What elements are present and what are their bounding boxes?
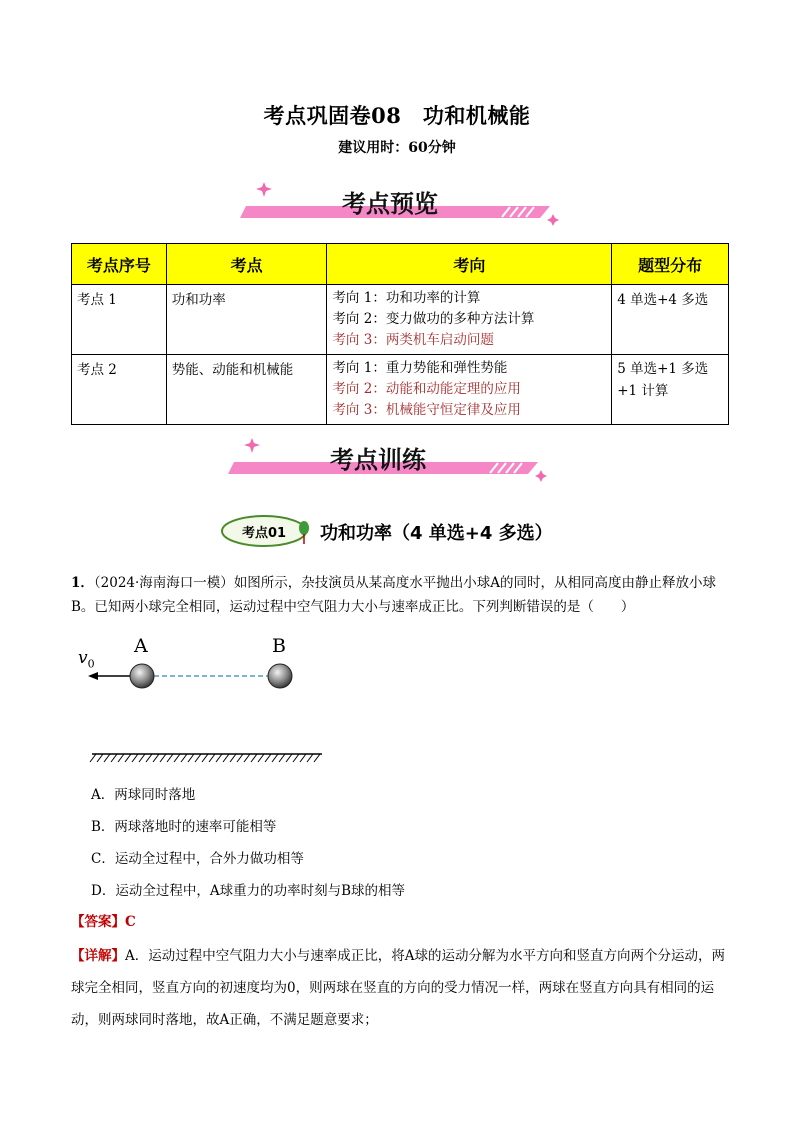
section-banner-preview — [240, 176, 560, 232]
answer-value: C — [125, 914, 136, 930]
ball-b-label: B — [272, 635, 286, 657]
header-cell: 考向 — [327, 244, 612, 285]
option-a: A．两球同时落地 — [91, 787, 196, 803]
question-stem — [71, 571, 731, 619]
answer — [71, 910, 136, 930]
row-point-cell: 功和功率 — [166, 285, 327, 355]
ball-a-label: A — [134, 635, 148, 657]
question-text: 如图所示，杂技演员从某高度水平抛出小球A的同时，从相同高度由静止释放小球B。已知两小球完全相同，运动过程中空气阻力大小与速率成正比。下列判断错误的是（ ） — [71, 575, 717, 615]
row-number-cell: 考点 1 — [72, 285, 167, 355]
option-b: B．两球落地时的速率可能相等 — [91, 819, 277, 835]
header-cell: 题型分布 — [612, 244, 729, 285]
row-number-cell: 考点 2 — [72, 355, 167, 425]
velocity-label: $v_0$ — [78, 648, 95, 671]
direction-item: 考向 1：功和功率的计算 — [332, 290, 481, 306]
row-point-cell: 势能、动能和机械能 — [166, 355, 327, 425]
option-c: C．运动全过程中，合外力做功相等 — [91, 851, 304, 867]
row-distribution-cell: 5 单选+1 多选+1 计算 — [612, 355, 729, 425]
table-row — [72, 285, 729, 355]
answer-tag: 【答案】 — [71, 914, 125, 930]
detail-tag: 【详解】 — [71, 948, 125, 964]
question-number: 1． — [71, 575, 94, 591]
overview-table — [71, 243, 729, 425]
row-directions-cell — [327, 355, 612, 425]
table-row — [72, 355, 729, 425]
answer-detail — [71, 940, 731, 1036]
direction-item: 考向 2：动能和动能定理的应用 — [332, 381, 521, 397]
question-figure — [74, 630, 334, 770]
kaodian-title: 功和功率（4 单选+4 多选） — [320, 523, 553, 544]
section-banner-training — [228, 432, 548, 488]
detail-text: A．运动过程中空气阻力大小与速率成正比，将A球的运动分解为水平方向和竖直方向两个分运动，两球完全相同，竖直方向的初速度均为0，则两球在竖直的方向的受力情况一样，两球在竖直方向具有相同的运动，则两球同时落地，故A正确，不满足题意要求； — [71, 948, 725, 1028]
direction-item: 考向 3：两类机车启动问题 — [332, 332, 494, 348]
option-d: D．运动全过程中，A球重力的功率时刻与B球的相等 — [91, 883, 405, 899]
header-cell: 考点序号 — [72, 244, 167, 285]
direction-item: 考向 2：变力做功的多种方法计算 — [332, 311, 535, 327]
header-cell: 考点 — [166, 244, 327, 285]
question-source: （2024·海南海口一模） — [93, 575, 234, 591]
direction-item: 考向 3：机械能守恒定律及应用 — [332, 402, 521, 418]
badge-label: 考点01 — [241, 526, 287, 541]
kaodian-badge — [220, 514, 312, 548]
banner-label: 考点预览 — [342, 190, 438, 218]
page-title: 考点巩固卷08 功和机械能 — [263, 103, 531, 128]
suggested-time: 建议用时：60分钟 — [338, 140, 456, 156]
row-directions-cell — [327, 285, 612, 355]
table-header-row — [72, 244, 729, 285]
banner-label: 考点训练 — [330, 446, 426, 474]
direction-item: 考向 1：重力势能和弹性势能 — [332, 360, 508, 376]
row-distribution-cell: 4 单选+4 多选 — [612, 285, 729, 355]
